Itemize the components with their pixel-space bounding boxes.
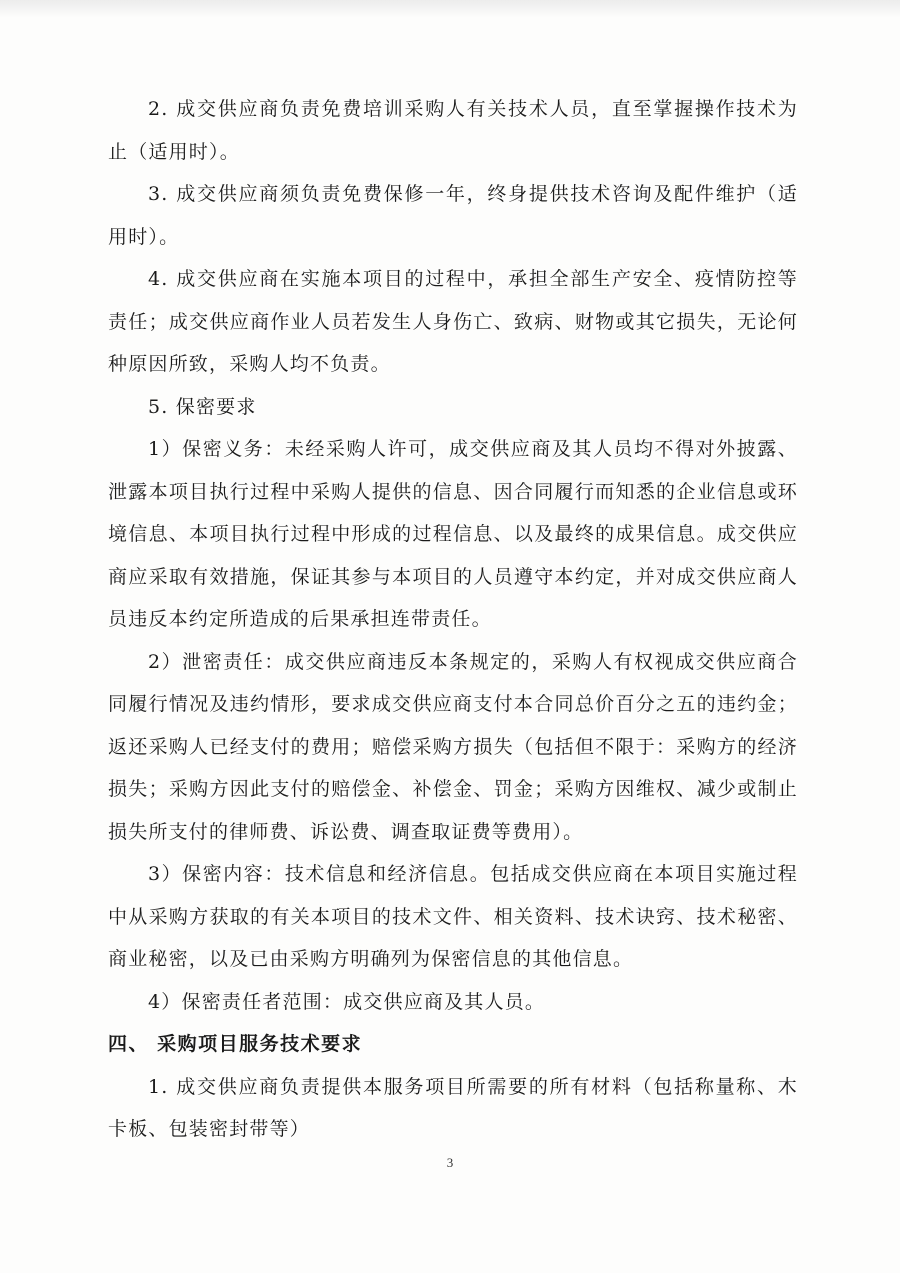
page-content [108,88,798,1151]
section-heading: 四、 采购项目服务技术要求 [108,1033,363,1055]
paragraph-materials: 1. 成交供应商负责提供本服务项目所需要的所有材料（包括称量称、木卡板、包装密封带等） [108,1075,798,1140]
paragraph-safety: 4. 成交供应商在实施本项目的过程中，承担全部生产安全、疫情防控等责任；成交供应商作业人员若发生人身伤亡、致病、财物或其它损失，无论何种原因所致，采购人均不负责。 [108,268,798,375]
scan-shadow [0,0,900,18]
paragraph-training: 2. 成交供应商负责免费培训采购人有关技术人员，直至掌握操作技术为止（适用时）。 [108,98,798,163]
paragraph-confidentiality-title: 5. 保密要求 [148,395,257,418]
page-number: 3 [446,1155,454,1170]
paragraph-warranty: 3. 成交供应商须负责免费保修一年，终身提供技术咨询及配件维护（适用时）。 [108,183,798,248]
paragraph-responsible-scope: 4）保密责任者范围：成交供应商及其人员。 [148,990,546,1013]
paragraph-confidential-content: 3）保密内容：技术信息和经济信息。包括成交供应商在本项目实施过程中从采购方获取的有关本项目的技术文件、相关资料、技术诀窍、技术秘密、商业秘密，以及已由采购方明确列为保密信息的其他信息。 [108,863,798,970]
paragraph-confidentiality-duty: 1）保密义务：未经采购人许可，成交供应商及其人员均不得对外披露、泄露本项目执行过程中采购人提供的信息、因合同履行而知悉的企业信息或环境信息、本项目执行过程中形成的过程信息、以及最终的成果信息。成交供应商应采取有效措施，保证其参与本项目的人员遵守本约定，并对成交供应商人员违反本约定所造成的后果承担连带责任。 [108,438,798,630]
paragraph-leak-liability: 2）泄密责任：成交供应商违反本条规定的，采购人有权视成交供应商合同履行情况及违约情形，要求成交供应商支付本合同总价百分之五的违约金；返还采购人已经支付的费用；赔偿采购方损失（包括但不限于：采购方的经济损失；采购方因此支付的赔偿金、补偿金、罚金；采购方因维权、减少或制止损失所支付的律师费、诉讼费、调查取证费等费用）。 [108,650,798,843]
